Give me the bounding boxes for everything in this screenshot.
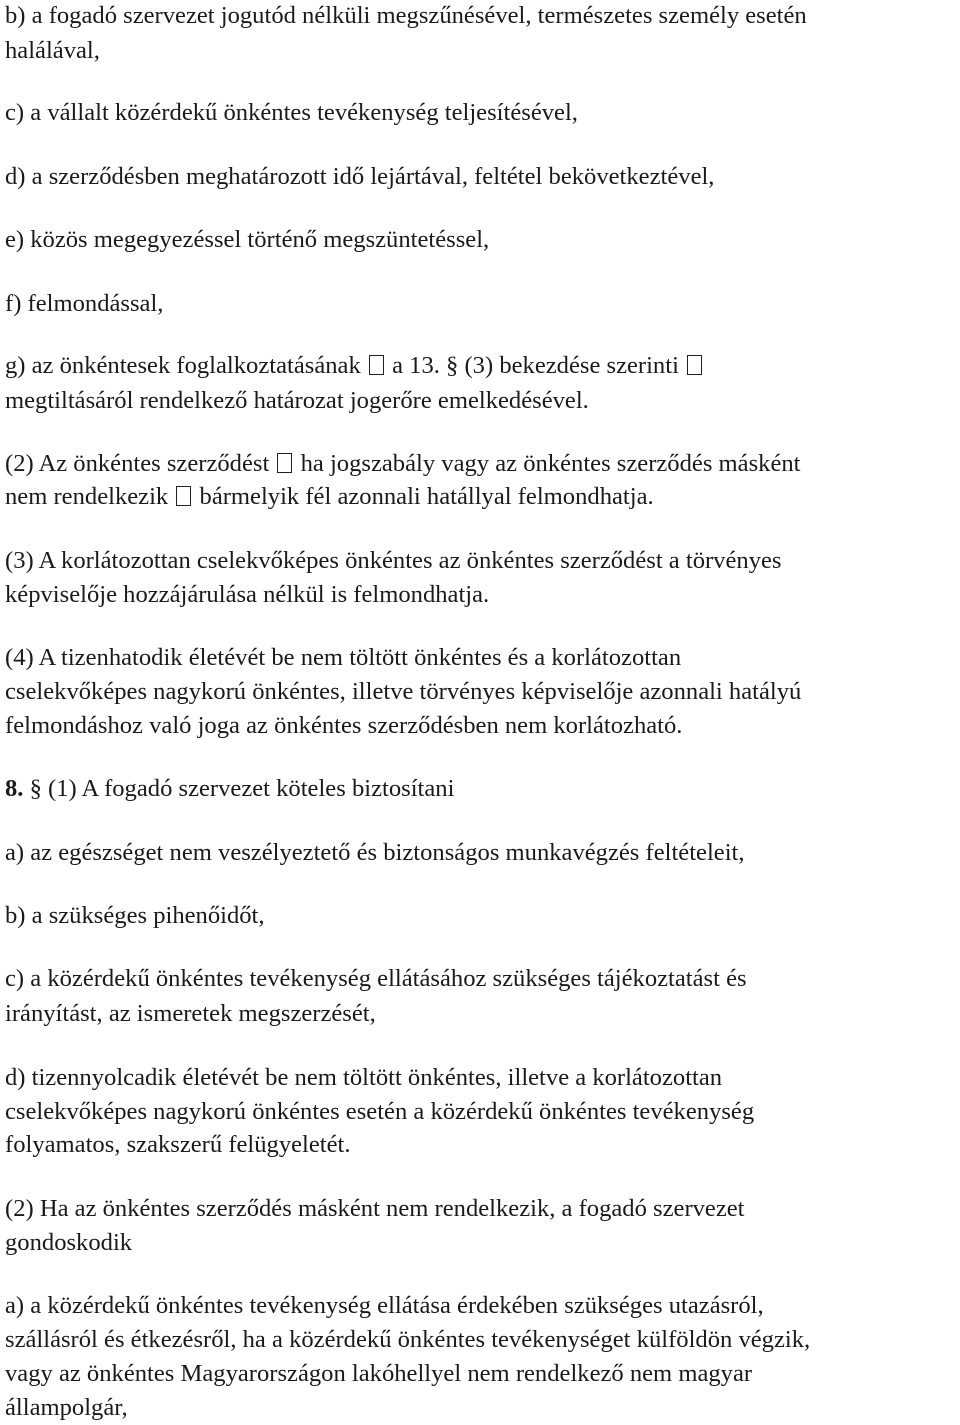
text-line [5,452,801,477]
text-fragment: g) az önkéntesek foglalkoztatásának [5,352,361,379]
text-line: f) felmondással, [5,290,164,317]
text-line: vagy az önkéntes Magyarországon lakóhellyel nem rendelkező nem magyar [5,1360,753,1387]
text-fragment: ha jogszabály vagy az önkéntes szerződés másként [300,450,801,477]
text-line: b) a fogadó szervezet jogutód nélküli megszűnésével, természetes személy esetén [5,2,807,29]
text-line: (3) A korlátozottan cselekvőképes önkéntes az önkéntes szerződést a törvényes [5,547,782,574]
text-line: (2) Ha az önkéntes szerződés másként nem rendelkezik, a fogadó szervezet [5,1195,745,1222]
text-line: állampolgár, [5,1394,128,1421]
missing-glyph-icon [277,453,292,473]
text-line: gondoskodik [5,1229,133,1256]
text-fragment: § (1) A fogadó szervezet köteles biztosítani [29,775,455,802]
text-line: cselekvőképes nagykorú önkéntes, illetve törvényes képviselője azonnali hatályú [5,678,802,705]
text-line: képviselője hozzájárulása nélkül is felmondhatja. [5,581,490,608]
text-line: a) az egészséget nem veszélyeztető és biztonságos munkavégzés feltételeit, [5,839,745,866]
missing-glyph-icon [687,355,702,375]
section-number: 8. [5,775,24,802]
text-line [5,485,654,510]
text-line [5,777,454,802]
text-line: e) közös megegyezéssel történő megszüntetéssel, [5,226,490,253]
text-fragment: bármelyik fél azonnali hatállyal felmondhatja. [199,483,654,510]
text-line: c) a közérdekű önkéntes tevékenység ellátásához szükséges tájékoztatást és [5,965,747,992]
text-line: a) a közérdekű önkéntes tevékenység ellátása érdekében szükséges utazásról, [5,1292,764,1319]
missing-glyph-icon [369,355,384,375]
missing-glyph-icon [176,486,191,506]
text-line: c) a vállalt közérdekű önkéntes tevékenység teljesítésével, [5,99,578,126]
text-line: irányítást, az ismeretek megszerzését, [5,1000,376,1027]
text-line: szállásról és étkezésről, ha a közérdekű önkéntes tevékenységet külföldön végzik, [5,1326,811,1353]
text-line: megtiltásáról rendelkező határozat jogerőre emelkedésével. [5,387,589,414]
text-line: cselekvőképes nagykorú önkéntes esetén a közérdekű önkéntes tevékenység [5,1098,755,1125]
text-line: (4) A tizenhatodik életévét be nem töltött önkéntes és a korlátozottan [5,644,682,671]
text-fragment: nem rendelkezik [5,483,169,510]
text-line: folyamatos, szakszerű felügyeletét. [5,1131,351,1158]
text-line: b) a szükséges pihenőidőt, [5,902,265,929]
text-fragment: (2) Az önkéntes szerződést [5,450,270,477]
text-line: halálával, [5,37,100,64]
text-line [5,354,704,379]
text-line: d) a szerződésben meghatározott idő lejártával, feltétel bekövetkeztével, [5,163,715,190]
text-line: d) tizennyolcadik életévét be nem töltött önkéntes, illetve a korlátozottan [5,1064,723,1091]
text-fragment: a 13. § (3) bekezdése szerinti [392,352,679,379]
text-line: felmondáshoz való joga az önkéntes szerződésben nem korlátozható. [5,712,683,739]
